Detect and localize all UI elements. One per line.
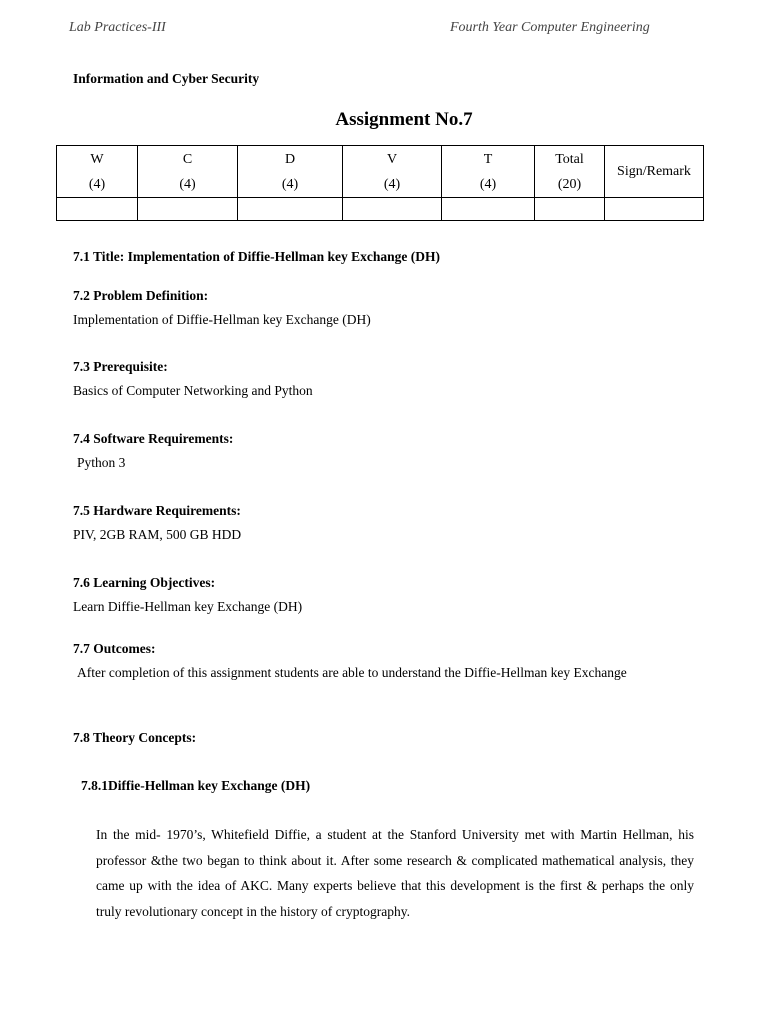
objectives-heading: 7.6 Learning Objectives: [73, 575, 216, 590]
objectives-body: Learn Diffie-Hellman key Exchange (DH) [73, 599, 303, 614]
marks-cell-w [57, 198, 138, 221]
hardware-heading: 7.5 Hardware Requirements: [73, 503, 241, 518]
col-label: T [483, 151, 493, 167]
marks-header-row [57, 146, 704, 198]
hardware-body: PIV, 2GB RAM, 500 GB HDD [73, 527, 242, 542]
marks-col-w [57, 146, 138, 198]
section-title: 7.1 Title: Implementation of Diffie-Hellman key Exchange (DH) [73, 249, 440, 264]
col-label: D [284, 151, 296, 167]
marks-cell-t [442, 198, 535, 221]
marks-table [56, 145, 704, 221]
header-left: Lab Practices-III [69, 20, 166, 35]
subject-title: Information and Cyber Security [73, 71, 260, 86]
marks-col-sign: Sign/Remark [605, 146, 704, 198]
prereq-body: Basics of Computer Networking and Python [73, 383, 313, 398]
col-max: (4) [281, 176, 299, 192]
outcomes-heading: 7.7 Outcomes: [73, 641, 156, 656]
marks-col-v [343, 146, 442, 198]
marks-col-d [238, 146, 343, 198]
assignment-title: Assignment No.7 [335, 109, 473, 130]
problem-body: Implementation of Diffie-Hellman key Exchange (DH) [73, 312, 371, 327]
marks-entry-row [57, 198, 704, 221]
marks-col-total [535, 146, 605, 198]
col-label: W [90, 151, 104, 167]
marks-cell-total [535, 198, 605, 221]
prereq-heading: 7.3 Prerequisite: [73, 359, 168, 374]
col-max: (4) [479, 176, 497, 192]
marks-col-t [442, 146, 535, 198]
marks-col-c [138, 146, 238, 198]
col-max: (20) [557, 176, 582, 192]
theory-heading: 7.8 Theory Concepts: [73, 730, 197, 745]
outcomes-body: After completion of this assignment students are able to understand the Diffie-Hellman key Exchange [77, 665, 627, 680]
marks-cell-d [238, 198, 343, 221]
marks-cell-sign [605, 198, 704, 221]
theory-paragraph: In the mid- 1970’s, Whitefield Diffie, a student at the Stanford University met with Martin Hellman, his professor &the two began to think about it. After some research & complicated mathematical analysis, they came up with the idea of AKC. Many experts believe that this development is the first & perhaps the only truly revolutionary concept in the history of cryptography. [96, 827, 694, 919]
marks-cell-v [343, 198, 442, 221]
col-max: (4) [383, 176, 401, 192]
header-right: Fourth Year Computer Engineering [450, 20, 650, 35]
problem-heading: 7.2 Problem Definition: [73, 288, 209, 303]
col-label: V [386, 151, 398, 167]
subsection-heading: 7.8.1Diffie-Hellman key Exchange (DH) [81, 778, 311, 793]
col-label: C [182, 151, 193, 167]
col-max: (4) [88, 176, 106, 192]
col-max: (4) [179, 176, 196, 192]
marks-cell-c [138, 198, 238, 221]
col-label: Total [555, 151, 584, 167]
software-heading: 7.4 Software Requirements: [73, 431, 234, 446]
software-body: Python 3 [77, 455, 126, 470]
